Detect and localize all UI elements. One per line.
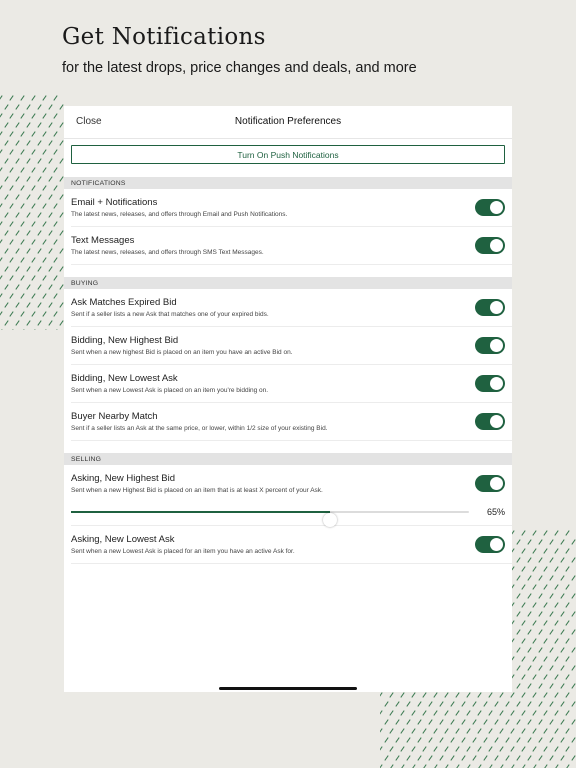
section-header-selling: SELLING [64, 453, 512, 465]
row-title: Bidding, New Highest Bid [71, 335, 179, 346]
percent-slider-row [71, 503, 512, 526]
list-item [71, 403, 512, 441]
section-header-buying: BUYING [64, 277, 512, 289]
ask-matches-expired-bid-toggle[interactable] [475, 299, 505, 316]
row-description: Sent when a new Lowest Ask is placed for an item you have an active Ask for. [71, 548, 295, 555]
bidding-new-lowest-ask-toggle[interactable] [475, 375, 505, 392]
slider-thumb[interactable] [323, 513, 337, 527]
asking-new-lowest-ask-toggle[interactable] [475, 536, 505, 553]
row-title: Buyer Nearby Match [71, 411, 158, 422]
turn-on-push-button[interactable]: Turn On Push Notifications [71, 145, 505, 164]
hero-title: Get Notifications [62, 24, 266, 50]
row-title: Email + Notifications [71, 197, 158, 208]
bidding-new-highest-bid-toggle[interactable] [475, 337, 505, 354]
percent-slider[interactable] [71, 511, 469, 513]
row-title: Bidding, New Lowest Ask [71, 373, 178, 384]
list-item [71, 327, 512, 365]
row-description: Sent if a seller lists a new Ask that matches one of your expired bids. [71, 311, 269, 318]
slider-fill [71, 511, 330, 513]
row-title: Text Messages [71, 235, 135, 246]
row-title: Ask Matches Expired Bid [71, 297, 177, 308]
row-description: Sent when a new Lowest Ask is placed on an item you're bidding on. [71, 387, 269, 394]
row-description: Sent when a new Highest Bid is placed on an item that is at least X percent of your Ask. [71, 487, 323, 494]
list-item [71, 526, 512, 564]
buyer-nearby-match-toggle[interactable] [475, 413, 505, 430]
list-item [71, 189, 512, 227]
notification-preferences-sheet [64, 106, 512, 692]
sheet-title: Notification Preferences [234, 116, 342, 127]
row-title: Asking, New Highest Bid [71, 473, 176, 484]
sheet-header [64, 106, 512, 139]
list-item [71, 465, 512, 503]
slider-value: 65% [486, 507, 505, 517]
email-notifications-toggle[interactable] [475, 199, 505, 216]
decorative-dash-pattern-left [0, 95, 64, 330]
list-item [71, 365, 512, 403]
row-description: The latest news, releases, and offers through Email and Push Notifications. [71, 211, 288, 218]
row-description: Sent when a new highest Bid is placed on an item you have an active Bid on. [71, 349, 293, 356]
close-button[interactable]: Close [76, 116, 102, 127]
section-header-notifications: NOTIFICATIONS [64, 177, 512, 189]
row-description: Sent if a seller lists an Ask at the same price, or lower, within 1/2 size of your existing Bid. [71, 425, 328, 432]
row-title: Asking, New Lowest Ask [71, 534, 175, 545]
list-item [71, 227, 512, 265]
row-description: The latest news, releases, and offers through SMS Text Messages. [71, 249, 264, 256]
list-item [71, 289, 512, 327]
hero-subtitle: for the latest drops, price changes and deals, and more [62, 60, 417, 76]
asking-new-highest-bid-toggle[interactable] [475, 475, 505, 492]
text-messages-toggle[interactable] [475, 237, 505, 254]
home-indicator [219, 687, 357, 690]
